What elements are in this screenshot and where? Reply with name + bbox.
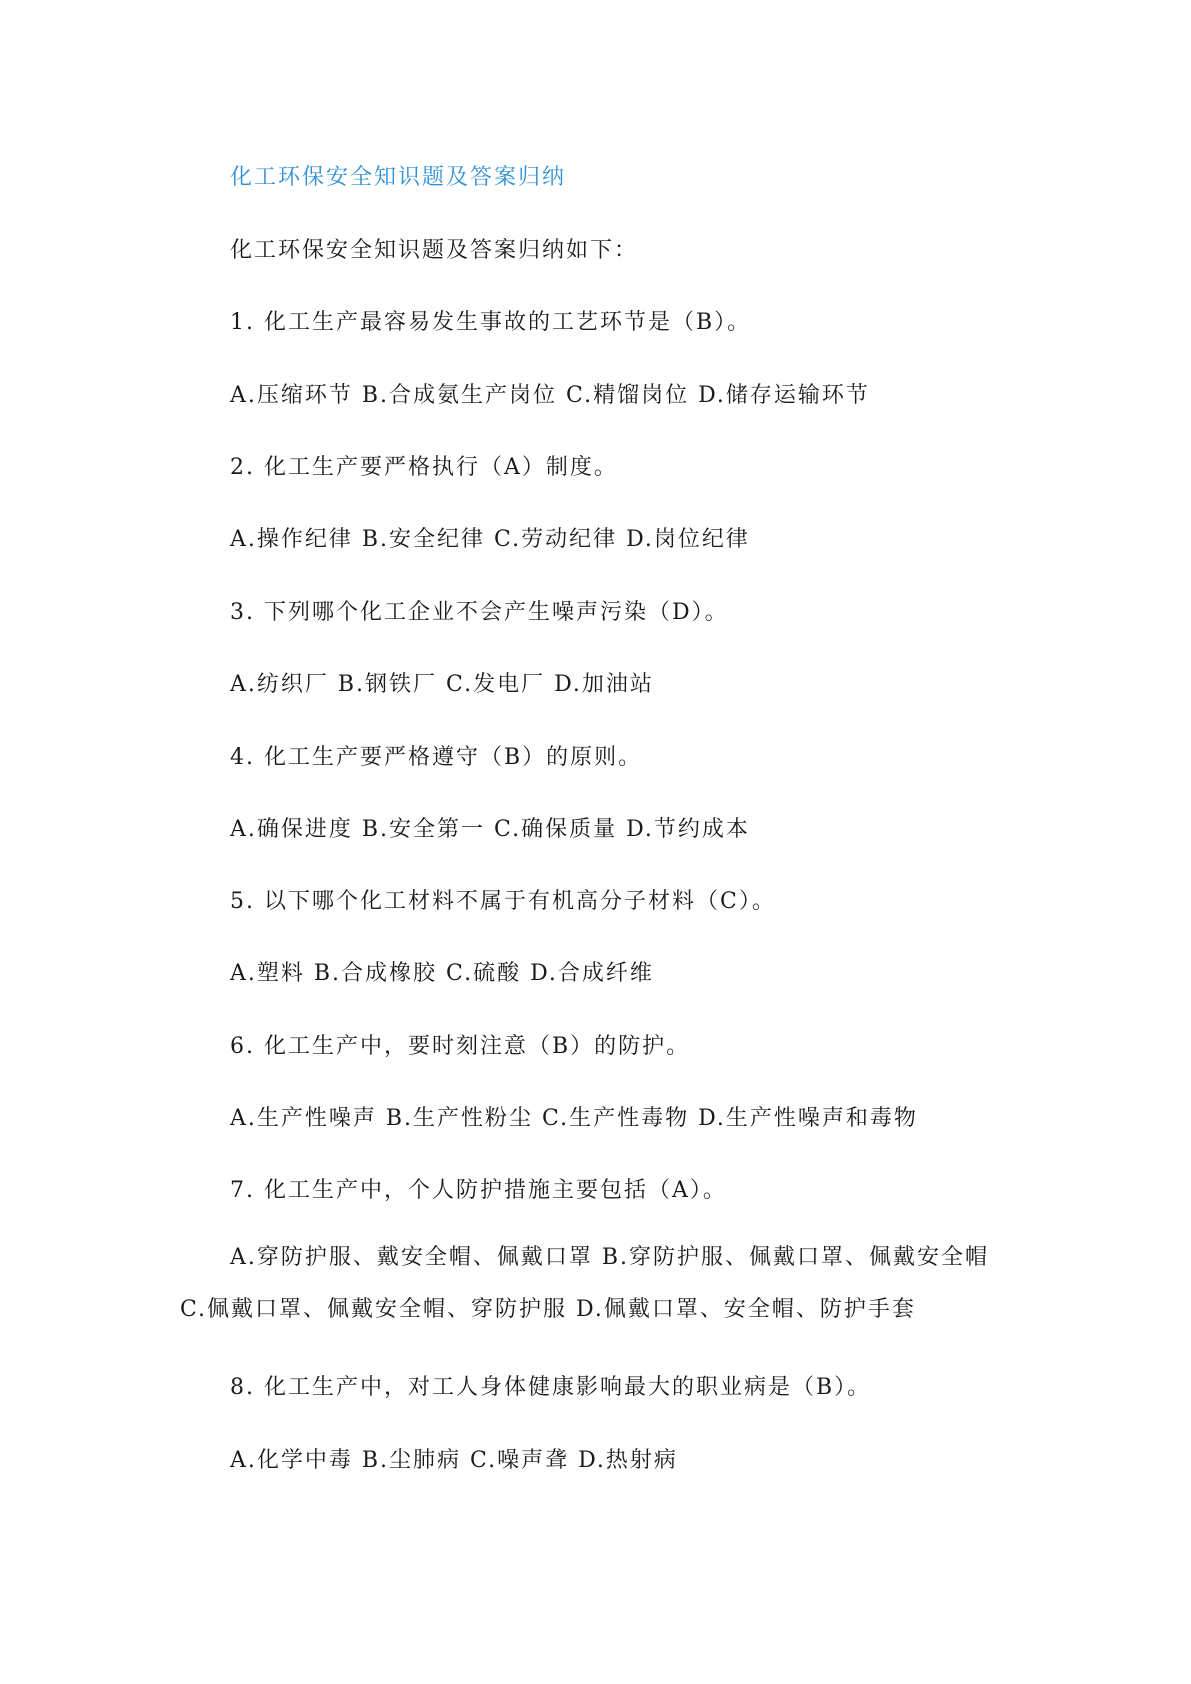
question-3: 3. 下列哪个化工企业不会产生噪声污染（D）。 — [230, 600, 729, 625]
question-4: 4. 化工生产要严格遵守（B）的原则。 — [230, 745, 643, 770]
options-7: A.穿防护服、戴安全帽、佩戴口罩 B.穿防护服、佩戴口罩、佩戴安全帽 C.佩戴口罩、佩戴安全帽、穿防护服 D.佩戴口罩、安全帽、防护手套 — [180, 1245, 990, 1322]
intro-paragraph: 化工环保安全知识题及答案归纳如下： — [230, 238, 639, 263]
options-8: A.化学中毒 B.尘肺病 C.噪声聋 D.热射病 — [230, 1448, 678, 1473]
document-title: 化工环保安全知识题及答案归纳 — [230, 165, 567, 190]
options-1: A.压缩环节 B.合成氨生产岗位 C.精馏岗位 D.储存运输环节 — [230, 383, 870, 408]
question-7: 7. 化工生产中，个人防护措施主要包括（A）。 — [230, 1178, 727, 1203]
options-2: A.操作纪律 B.安全纪律 C.劳动纪律 D.岗位纪律 — [230, 527, 750, 552]
question-1: 1. 化工生产最容易发生事故的工艺环节是（B）。 — [230, 310, 752, 335]
options-6: A.生产性噪声 B.生产性粉尘 C.生产性毒物 D.生产性噪声和毒物 — [230, 1106, 918, 1131]
options-3: A.纺织厂 B.钢铁厂 C.发电厂 D.加油站 — [230, 672, 654, 697]
options-4: A.确保进度 B.安全第一 C.确保质量 D.节约成本 — [230, 817, 750, 842]
question-2: 2. 化工生产要严格执行（A）制度。 — [230, 455, 618, 480]
options-5: A.塑料 B.合成橡胶 C.硫酸 D.合成纤维 — [230, 961, 654, 986]
question-8: 8. 化工生产中，对工人身体健康影响最大的职业病是（B）。 — [230, 1375, 872, 1400]
question-6: 6. 化工生产中，要时刻注意（B）的防护。 — [230, 1034, 691, 1059]
question-5: 5. 以下哪个化工材料不属于有机高分子材料（C）。 — [230, 889, 776, 914]
